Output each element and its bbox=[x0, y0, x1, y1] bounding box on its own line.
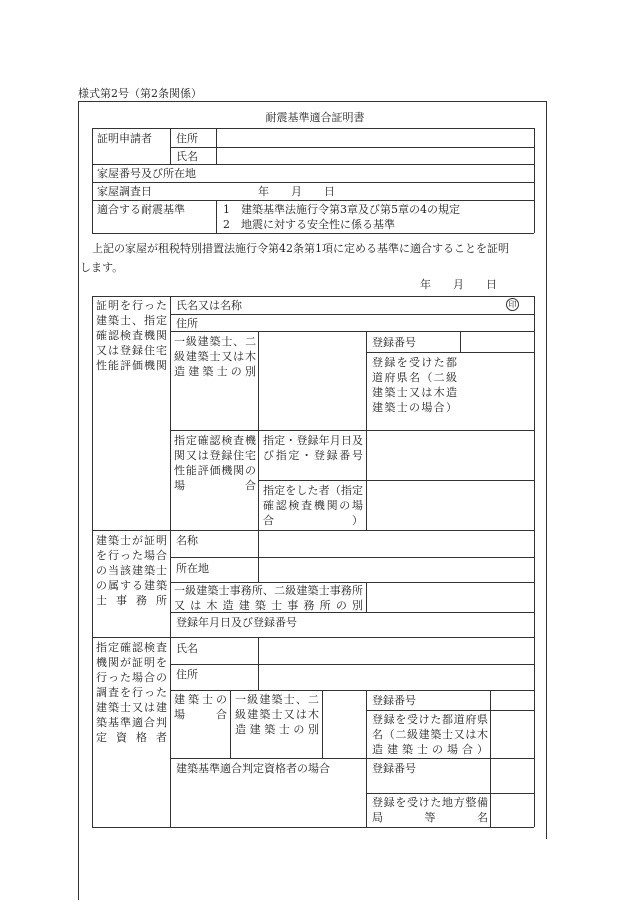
designation-date-label: 指定・登録年月日及び指定・登録番号 bbox=[263, 434, 363, 462]
certification-date: 年 月 日 bbox=[420, 278, 497, 291]
investigator-registration-number-label: 登録番号 bbox=[372, 694, 416, 707]
architect-case-label: 建築士の場合 bbox=[174, 693, 227, 721]
office-class-label: 一級建築士事務所、二級建築士事務所又は木造建築士事務所の別 bbox=[174, 584, 363, 612]
certification-text-end: します。 bbox=[80, 261, 124, 274]
frame-left bbox=[78, 101, 79, 900]
standard-item-1: 1 建築基準法施行令第3章及び第5章の4の規定 bbox=[223, 203, 460, 216]
applicant-address-label: 住所 bbox=[176, 132, 198, 145]
seal-mark: 印 bbox=[506, 298, 519, 311]
document-title: 耐震基準適合証明書 bbox=[265, 111, 365, 124]
designator-label: 指定をした者（指定確認検査機関の場合） bbox=[263, 484, 363, 527]
registration-number-label: 登録番号 bbox=[372, 336, 416, 349]
investigator-heading: 指定確認検査機関が証明を行った場合の調査を行った建築士又は建築基準適合判定資格者 bbox=[96, 641, 167, 744]
applicant-name-label: 氏名 bbox=[176, 150, 198, 163]
certifier-name-label: 氏名又は名称 bbox=[176, 299, 242, 312]
investigator-address-label: 住所 bbox=[176, 668, 198, 681]
office-heading: 建築士が証明を行った場合の当該建築士の属する建築士事務所 bbox=[96, 534, 167, 607]
architect-class-label: 一級建築士、二級建築士又は木造建築士の別 bbox=[174, 335, 256, 378]
investigator-architect-class-label: 一級建築士、二級建築士又は木造建築士の別 bbox=[235, 693, 319, 736]
office-location-label: 所在地 bbox=[176, 562, 209, 575]
investigator-registration-prefecture-label: 登録を受けた都道府県名（二級建築士又は木造建築士の場合） bbox=[372, 713, 488, 756]
standard-item-2: 2 地震に対する安全性に係る基準 bbox=[223, 218, 395, 231]
certifier-heading: 証明を行った建築士、指定確認検査機関又は登録住宅性能評価機関 bbox=[96, 299, 167, 372]
certification-text: 上記の家屋が租税特別措置法施行令第42条第1項に定める基準に適合することを証明 bbox=[92, 242, 509, 255]
survey-date-value: 年 月 日 bbox=[258, 185, 335, 198]
frame-right bbox=[546, 101, 547, 839]
registration-prefecture-label: 登録を受けた都道府県名（二級建築士又は木造建築士の場合） bbox=[372, 356, 457, 414]
agency-case-label: 指定確認検査機関又は登録住宅性能評価機関の場合 bbox=[174, 434, 256, 492]
survey-date-label: 家屋調査日 bbox=[97, 185, 152, 198]
investigator-name-label: 氏名 bbox=[176, 642, 198, 655]
applicant-label: 証明申請者 bbox=[97, 132, 152, 145]
office-registration-label: 登録年月日及び登録番号 bbox=[176, 616, 297, 629]
judge-bureau-label: 登録を受けた地方整備局等名 bbox=[372, 796, 488, 824]
judge-registration-number-label: 登録番号 bbox=[372, 762, 416, 775]
certifier-address-label: 住所 bbox=[176, 317, 198, 330]
frame-top bbox=[78, 101, 546, 102]
office-name-label: 名称 bbox=[176, 534, 198, 547]
form-number: 様式第2号（第2条関係） bbox=[78, 87, 202, 100]
house-number-label: 家屋番号及び所在地 bbox=[97, 167, 196, 180]
standard-label: 適合する耐震基準 bbox=[97, 203, 185, 216]
judge-case-label: 建築基準適合判定資格者の場合 bbox=[176, 762, 330, 775]
